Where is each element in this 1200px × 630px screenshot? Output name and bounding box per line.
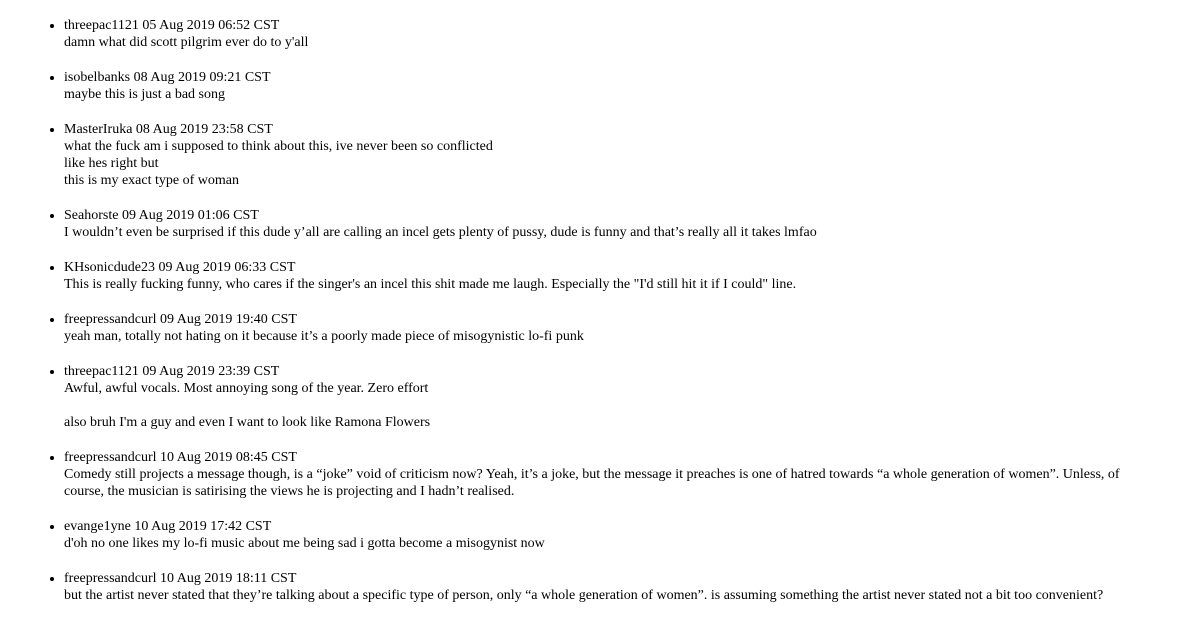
comment-text: also bruh I'm a guy and even I want to look like Ramona Flowers: [64, 415, 431, 430]
comment-meta: [64, 363, 1140, 380]
comment-item: [64, 518, 1140, 552]
comment-item: [64, 363, 1140, 431]
comment-item: [64, 69, 1140, 103]
comment-text: Awful, awful vocals. Most annoying song of the year. Zero effort: [64, 381, 429, 396]
comment-date: 09 Aug 2019 23:39 CST: [142, 364, 280, 379]
comment-meta: [64, 17, 1140, 34]
comment-meta: [64, 449, 1140, 466]
comment-date: 08 Aug 2019 09:21 CST: [133, 70, 271, 85]
comment-date: 10 Aug 2019 17:42 CST: [134, 519, 272, 534]
comment-meta: [64, 518, 1140, 535]
comment-text: d'oh no one likes my lo-fi music about me being sad i gotta become a misogynist now: [64, 536, 545, 551]
comment-date: 10 Aug 2019 18:11 CST: [160, 571, 297, 586]
comment-text: yeah man, totally not hating on it because it’s a poorly made piece of misogynistic lo-fi punk: [64, 329, 584, 344]
comment-text: damn what did scott pilgrim ever do to y'all: [64, 35, 309, 50]
comment-text: This is really fucking funny, who cares if the singer's an incel this shit made me laugh. Especially the "I'd still hit it if I could" line.: [64, 277, 797, 292]
comment-meta: [64, 121, 1140, 138]
comment-meta: [64, 69, 1140, 86]
comment-date: 05 Aug 2019 06:52 CST: [142, 18, 280, 33]
comment-meta: [64, 570, 1140, 587]
comment-date: 09 Aug 2019 01:06 CST: [121, 208, 259, 223]
comment-author: threepac1121: [64, 18, 139, 33]
comment-author: evange1yne: [64, 519, 131, 534]
comment-date: 09 Aug 2019 19:40 CST: [160, 312, 297, 327]
comment-author: isobelbanks: [64, 70, 131, 85]
comment-date: 08 Aug 2019 23:58 CST: [135, 122, 273, 137]
comment-meta: [64, 311, 1140, 328]
comment-text: but the artist never stated that they’re talking about a specific type of person, only “a whole generation of women”. is assuming something the artist never stated not a bit too convenient?: [64, 588, 1104, 603]
comment-author: freepressandcurl: [64, 312, 157, 327]
comment-author: MasterIruka: [64, 122, 133, 137]
comment-text: this is my exact type of woman: [64, 173, 239, 188]
comment-author: threepac1121: [64, 364, 139, 379]
comment-meta: [64, 207, 1140, 224]
comment-text: Comedy still projects a message though, is a “joke” void of criticism now? Yeah, it’s a joke, but the message it preaches is one of hatred towards “a whole generation of women”. Unless, of course, the musician is satirising the views he is projecting and I hadn’t realised.: [64, 467, 1120, 499]
comment-author: KHsonicdude23: [64, 260, 155, 275]
comment-item: [64, 311, 1140, 345]
comment-author: freepressandcurl: [64, 571, 157, 586]
comment-text: maybe this is just a bad song: [64, 87, 225, 102]
comment-text: what the fuck am i supposed to think about this, ive never been so conflicted: [64, 139, 493, 154]
comment-author: freepressandcurl: [64, 450, 157, 465]
comment-item: [64, 570, 1140, 604]
comment-meta: [64, 259, 1140, 276]
comment-text: I wouldn’t even be surprised if this dude y’all are calling an incel gets plenty of pussy, dude is funny and that’s really all it takes lmfao: [64, 225, 817, 240]
comment-text: like hes right but: [64, 156, 159, 171]
comment-date: 10 Aug 2019 08:45 CST: [160, 450, 297, 465]
comment-item: [64, 17, 1140, 51]
comment-date: 09 Aug 2019 06:33 CST: [158, 260, 296, 275]
comment-item: [64, 259, 1140, 293]
comment-item: [64, 121, 1140, 189]
comment-item: [64, 449, 1140, 500]
comment-item: [64, 207, 1140, 241]
paragraph-break: [64, 397, 1140, 414]
comment-author: Seahorste: [64, 208, 119, 223]
